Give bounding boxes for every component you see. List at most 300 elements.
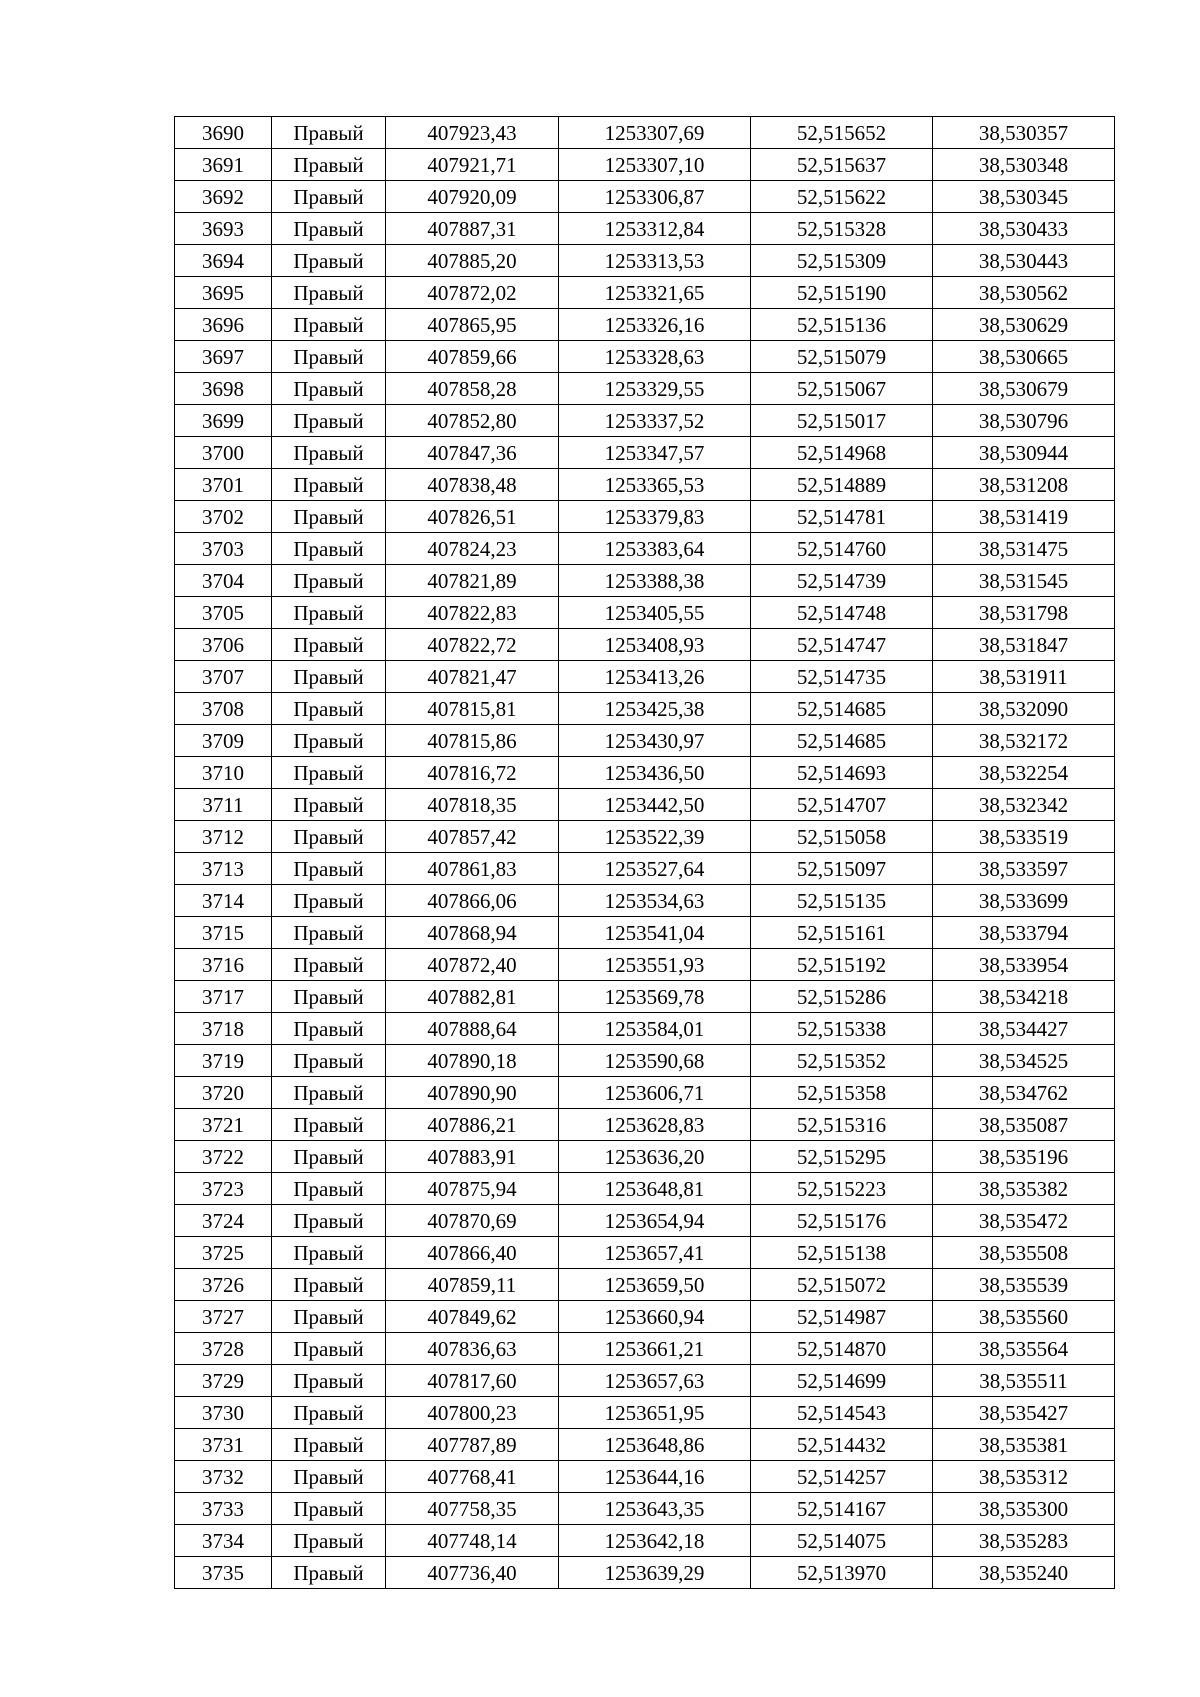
cell-coord-x: 407872,40 xyxy=(386,949,559,981)
cell-side: Правый xyxy=(272,1333,386,1365)
cell-point-number: 3714 xyxy=(175,885,272,917)
table-row xyxy=(175,917,1115,949)
table-row xyxy=(175,181,1115,213)
cell-longitude: 38,531911 xyxy=(933,661,1115,693)
table-row xyxy=(175,597,1115,629)
table-row xyxy=(175,565,1115,597)
cell-longitude: 38,535564 xyxy=(933,1333,1115,1365)
cell-latitude: 52,515338 xyxy=(751,1013,933,1045)
cell-coord-y: 1253312,84 xyxy=(559,213,751,245)
cell-point-number: 3722 xyxy=(175,1141,272,1173)
cell-latitude: 52,514735 xyxy=(751,661,933,693)
cell-coord-x: 407865,95 xyxy=(386,309,559,341)
cell-longitude: 38,535381 xyxy=(933,1429,1115,1461)
cell-longitude: 38,530796 xyxy=(933,405,1115,437)
cell-coord-y: 1253657,41 xyxy=(559,1237,751,1269)
cell-coord-x: 407836,63 xyxy=(386,1333,559,1365)
cell-longitude: 38,533794 xyxy=(933,917,1115,949)
table-row xyxy=(175,373,1115,405)
table-row xyxy=(175,533,1115,565)
cell-latitude: 52,515358 xyxy=(751,1077,933,1109)
cell-coord-y: 1253328,63 xyxy=(559,341,751,373)
cell-coord-x: 407858,28 xyxy=(386,373,559,405)
cell-longitude: 38,531847 xyxy=(933,629,1115,661)
cell-latitude: 52,515190 xyxy=(751,277,933,309)
cell-side: Правый xyxy=(272,917,386,949)
cell-latitude: 52,515161 xyxy=(751,917,933,949)
cell-latitude: 52,515316 xyxy=(751,1109,933,1141)
cell-latitude: 52,514870 xyxy=(751,1333,933,1365)
cell-longitude: 38,535539 xyxy=(933,1269,1115,1301)
cell-longitude: 38,534762 xyxy=(933,1077,1115,1109)
cell-coord-x: 407923,43 xyxy=(386,117,559,149)
cell-side: Правый xyxy=(272,1109,386,1141)
cell-longitude: 38,533699 xyxy=(933,885,1115,917)
cell-point-number: 3725 xyxy=(175,1237,272,1269)
cell-coord-y: 1253527,64 xyxy=(559,853,751,885)
cell-longitude: 38,531545 xyxy=(933,565,1115,597)
cell-side: Правый xyxy=(272,949,386,981)
cell-longitude: 38,534218 xyxy=(933,981,1115,1013)
cell-point-number: 3728 xyxy=(175,1333,272,1365)
cell-latitude: 52,514889 xyxy=(751,469,933,501)
cell-coord-x: 407847,36 xyxy=(386,437,559,469)
cell-point-number: 3723 xyxy=(175,1173,272,1205)
cell-side: Правый xyxy=(272,1557,386,1589)
cell-coord-x: 407861,83 xyxy=(386,853,559,885)
cell-latitude: 52,515309 xyxy=(751,245,933,277)
cell-longitude: 38,530348 xyxy=(933,149,1115,181)
cell-side: Правый xyxy=(272,789,386,821)
cell-longitude: 38,532342 xyxy=(933,789,1115,821)
cell-latitude: 52,514987 xyxy=(751,1301,933,1333)
cell-point-number: 3715 xyxy=(175,917,272,949)
cell-longitude: 38,530357 xyxy=(933,117,1115,149)
cell-point-number: 3713 xyxy=(175,853,272,885)
cell-latitude: 52,514543 xyxy=(751,1397,933,1429)
cell-side: Правый xyxy=(272,661,386,693)
cell-coord-x: 407921,71 xyxy=(386,149,559,181)
cell-longitude: 38,535472 xyxy=(933,1205,1115,1237)
cell-point-number: 3712 xyxy=(175,821,272,853)
cell-point-number: 3693 xyxy=(175,213,272,245)
cell-side: Правый xyxy=(272,405,386,437)
cell-point-number: 3716 xyxy=(175,949,272,981)
cell-side: Правый xyxy=(272,437,386,469)
cell-latitude: 52,515637 xyxy=(751,149,933,181)
cell-coord-y: 1253522,39 xyxy=(559,821,751,853)
table-row xyxy=(175,1237,1115,1269)
cell-point-number: 3731 xyxy=(175,1429,272,1461)
cell-coord-y: 1253337,52 xyxy=(559,405,751,437)
cell-coord-x: 407868,94 xyxy=(386,917,559,949)
table-row xyxy=(175,437,1115,469)
cell-coord-x: 407920,09 xyxy=(386,181,559,213)
cell-point-number: 3730 xyxy=(175,1397,272,1429)
cell-latitude: 52,514707 xyxy=(751,789,933,821)
cell-coord-x: 407886,21 xyxy=(386,1109,559,1141)
cell-latitude: 52,515286 xyxy=(751,981,933,1013)
cell-latitude: 52,515622 xyxy=(751,181,933,213)
table-row xyxy=(175,149,1115,181)
cell-point-number: 3697 xyxy=(175,341,272,373)
cell-coord-x: 407866,40 xyxy=(386,1237,559,1269)
cell-latitude: 52,515176 xyxy=(751,1205,933,1237)
table-row xyxy=(175,469,1115,501)
table-row xyxy=(175,1333,1115,1365)
cell-longitude: 38,535511 xyxy=(933,1365,1115,1397)
cell-point-number: 3733 xyxy=(175,1493,272,1525)
cell-coord-y: 1253347,57 xyxy=(559,437,751,469)
cell-latitude: 52,515017 xyxy=(751,405,933,437)
cell-side: Правый xyxy=(272,245,386,277)
cell-coord-y: 1253661,21 xyxy=(559,1333,751,1365)
cell-coord-x: 407817,60 xyxy=(386,1365,559,1397)
cell-side: Правый xyxy=(272,885,386,917)
table-row xyxy=(175,405,1115,437)
cell-point-number: 3734 xyxy=(175,1525,272,1557)
cell-coord-y: 1253436,50 xyxy=(559,757,751,789)
cell-coord-y: 1253628,83 xyxy=(559,1109,751,1141)
cell-coord-y: 1253643,35 xyxy=(559,1493,751,1525)
cell-coord-y: 1253306,87 xyxy=(559,181,751,213)
cell-point-number: 3695 xyxy=(175,277,272,309)
cell-coord-x: 407736,40 xyxy=(386,1557,559,1589)
cell-coord-y: 1253644,16 xyxy=(559,1461,751,1493)
cell-coord-y: 1253307,10 xyxy=(559,149,751,181)
cell-longitude: 38,530433 xyxy=(933,213,1115,245)
cell-longitude: 38,535382 xyxy=(933,1173,1115,1205)
cell-coord-x: 407859,66 xyxy=(386,341,559,373)
cell-latitude: 52,514968 xyxy=(751,437,933,469)
table-row xyxy=(175,1365,1115,1397)
cell-point-number: 3726 xyxy=(175,1269,272,1301)
cell-side: Правый xyxy=(272,1269,386,1301)
cell-latitude: 52,515223 xyxy=(751,1173,933,1205)
cell-coord-x: 407890,90 xyxy=(386,1077,559,1109)
cell-latitude: 52,514432 xyxy=(751,1429,933,1461)
cell-point-number: 3700 xyxy=(175,437,272,469)
cell-side: Правый xyxy=(272,149,386,181)
coordinates-table-body xyxy=(175,117,1115,1589)
cell-coord-x: 407883,91 xyxy=(386,1141,559,1173)
cell-side: Правый xyxy=(272,1365,386,1397)
cell-coord-x: 407872,02 xyxy=(386,277,559,309)
cell-longitude: 38,530944 xyxy=(933,437,1115,469)
cell-coord-y: 1253326,16 xyxy=(559,309,751,341)
cell-side: Правый xyxy=(272,1301,386,1333)
table-row xyxy=(175,1045,1115,1077)
cell-coord-x: 407818,35 xyxy=(386,789,559,821)
cell-latitude: 52,515097 xyxy=(751,853,933,885)
cell-side: Правый xyxy=(272,341,386,373)
cell-latitude: 52,514693 xyxy=(751,757,933,789)
table-row xyxy=(175,341,1115,373)
cell-longitude: 38,535196 xyxy=(933,1141,1115,1173)
cell-coord-y: 1253383,64 xyxy=(559,533,751,565)
table-row xyxy=(175,245,1115,277)
cell-point-number: 3707 xyxy=(175,661,272,693)
cell-coord-y: 1253569,78 xyxy=(559,981,751,1013)
coordinates-table xyxy=(174,116,1115,1589)
cell-side: Правый xyxy=(272,1045,386,1077)
cell-coord-y: 1253405,55 xyxy=(559,597,751,629)
cell-latitude: 52,515136 xyxy=(751,309,933,341)
table-row xyxy=(175,1493,1115,1525)
table-row xyxy=(175,1205,1115,1237)
cell-latitude: 52,515072 xyxy=(751,1269,933,1301)
cell-coord-y: 1253651,95 xyxy=(559,1397,751,1429)
cell-coord-x: 407866,06 xyxy=(386,885,559,917)
cell-side: Правый xyxy=(272,1077,386,1109)
table-row xyxy=(175,1109,1115,1141)
cell-latitude: 52,515295 xyxy=(751,1141,933,1173)
cell-point-number: 3701 xyxy=(175,469,272,501)
cell-side: Правый xyxy=(272,821,386,853)
cell-coord-x: 407821,47 xyxy=(386,661,559,693)
cell-coord-y: 1253648,81 xyxy=(559,1173,751,1205)
cell-longitude: 38,530665 xyxy=(933,341,1115,373)
cell-coord-y: 1253307,69 xyxy=(559,117,751,149)
cell-coord-x: 407875,94 xyxy=(386,1173,559,1205)
cell-point-number: 3699 xyxy=(175,405,272,437)
cell-longitude: 38,530562 xyxy=(933,277,1115,309)
cell-latitude: 52,515135 xyxy=(751,885,933,917)
cell-coord-x: 407870,69 xyxy=(386,1205,559,1237)
table-row xyxy=(175,949,1115,981)
cell-coord-y: 1253659,50 xyxy=(559,1269,751,1301)
cell-longitude: 38,533519 xyxy=(933,821,1115,853)
cell-coord-y: 1253388,38 xyxy=(559,565,751,597)
cell-longitude: 38,531475 xyxy=(933,533,1115,565)
cell-longitude: 38,533597 xyxy=(933,853,1115,885)
cell-side: Правый xyxy=(272,181,386,213)
cell-side: Правый xyxy=(272,213,386,245)
table-row xyxy=(175,629,1115,661)
cell-side: Правый xyxy=(272,853,386,885)
cell-coord-x: 407748,14 xyxy=(386,1525,559,1557)
cell-side: Правый xyxy=(272,629,386,661)
cell-longitude: 38,531208 xyxy=(933,469,1115,501)
table-row xyxy=(175,1301,1115,1333)
cell-coord-x: 407849,62 xyxy=(386,1301,559,1333)
cell-coord-y: 1253365,53 xyxy=(559,469,751,501)
cell-latitude: 52,514760 xyxy=(751,533,933,565)
cell-point-number: 3735 xyxy=(175,1557,272,1589)
cell-latitude: 52,515352 xyxy=(751,1045,933,1077)
cell-point-number: 3698 xyxy=(175,373,272,405)
cell-point-number: 3704 xyxy=(175,565,272,597)
table-row xyxy=(175,725,1115,757)
cell-side: Правый xyxy=(272,1141,386,1173)
cell-point-number: 3696 xyxy=(175,309,272,341)
table-row xyxy=(175,1269,1115,1301)
table-row xyxy=(175,309,1115,341)
cell-point-number: 3710 xyxy=(175,757,272,789)
cell-latitude: 52,514747 xyxy=(751,629,933,661)
table-row xyxy=(175,1141,1115,1173)
cell-point-number: 3720 xyxy=(175,1077,272,1109)
cell-side: Правый xyxy=(272,1237,386,1269)
cell-coord-y: 1253648,86 xyxy=(559,1429,751,1461)
cell-coord-y: 1253313,53 xyxy=(559,245,751,277)
cell-coord-x: 407857,42 xyxy=(386,821,559,853)
cell-side: Правый xyxy=(272,309,386,341)
cell-point-number: 3705 xyxy=(175,597,272,629)
cell-coord-y: 1253657,63 xyxy=(559,1365,751,1397)
cell-latitude: 52,515138 xyxy=(751,1237,933,1269)
cell-side: Правый xyxy=(272,597,386,629)
cell-coord-y: 1253442,50 xyxy=(559,789,751,821)
cell-point-number: 3717 xyxy=(175,981,272,1013)
cell-longitude: 38,530443 xyxy=(933,245,1115,277)
cell-longitude: 38,533954 xyxy=(933,949,1115,981)
cell-coord-x: 407822,72 xyxy=(386,629,559,661)
cell-longitude: 38,530629 xyxy=(933,309,1115,341)
table-row xyxy=(175,1077,1115,1109)
cell-point-number: 3721 xyxy=(175,1109,272,1141)
cell-side: Правый xyxy=(272,565,386,597)
cell-coord-x: 407787,89 xyxy=(386,1429,559,1461)
cell-coord-y: 1253408,93 xyxy=(559,629,751,661)
cell-coord-y: 1253329,55 xyxy=(559,373,751,405)
cell-side: Правый xyxy=(272,373,386,405)
cell-longitude: 38,530345 xyxy=(933,181,1115,213)
cell-coord-x: 407852,80 xyxy=(386,405,559,437)
cell-latitude: 52,515067 xyxy=(751,373,933,405)
cell-point-number: 3729 xyxy=(175,1365,272,1397)
cell-longitude: 38,535312 xyxy=(933,1461,1115,1493)
cell-coord-y: 1253379,83 xyxy=(559,501,751,533)
cell-side: Правый xyxy=(272,1013,386,1045)
cell-side: Правый xyxy=(272,1525,386,1557)
cell-side: Правый xyxy=(272,1429,386,1461)
cell-latitude: 52,515079 xyxy=(751,341,933,373)
cell-point-number: 3724 xyxy=(175,1205,272,1237)
cell-longitude: 38,532172 xyxy=(933,725,1115,757)
cell-longitude: 38,535240 xyxy=(933,1557,1115,1589)
cell-coord-y: 1253321,65 xyxy=(559,277,751,309)
cell-point-number: 3709 xyxy=(175,725,272,757)
table-row xyxy=(175,693,1115,725)
cell-latitude: 52,514167 xyxy=(751,1493,933,1525)
cell-side: Правый xyxy=(272,469,386,501)
table-row xyxy=(175,213,1115,245)
cell-latitude: 52,513970 xyxy=(751,1557,933,1589)
cell-longitude: 38,535283 xyxy=(933,1525,1115,1557)
cell-longitude: 38,532090 xyxy=(933,693,1115,725)
cell-latitude: 52,514257 xyxy=(751,1461,933,1493)
cell-coord-x: 407800,23 xyxy=(386,1397,559,1429)
cell-side: Правый xyxy=(272,1493,386,1525)
cell-longitude: 38,532254 xyxy=(933,757,1115,789)
cell-coord-y: 1253541,04 xyxy=(559,917,751,949)
cell-side: Правый xyxy=(272,1461,386,1493)
table-row xyxy=(175,789,1115,821)
cell-coord-x: 407815,86 xyxy=(386,725,559,757)
cell-point-number: 3719 xyxy=(175,1045,272,1077)
cell-coord-y: 1253660,94 xyxy=(559,1301,751,1333)
cell-coord-x: 407838,48 xyxy=(386,469,559,501)
cell-coord-y: 1253413,26 xyxy=(559,661,751,693)
cell-latitude: 52,514075 xyxy=(751,1525,933,1557)
cell-point-number: 3718 xyxy=(175,1013,272,1045)
cell-latitude: 52,515192 xyxy=(751,949,933,981)
cell-coord-y: 1253654,94 xyxy=(559,1205,751,1237)
cell-coord-x: 407822,83 xyxy=(386,597,559,629)
table-row xyxy=(175,277,1115,309)
cell-coord-x: 407826,51 xyxy=(386,501,559,533)
cell-coord-x: 407882,81 xyxy=(386,981,559,1013)
table-row xyxy=(175,1557,1115,1589)
cell-latitude: 52,514699 xyxy=(751,1365,933,1397)
cell-longitude: 38,535427 xyxy=(933,1397,1115,1429)
cell-coord-y: 1253590,68 xyxy=(559,1045,751,1077)
cell-side: Правый xyxy=(272,501,386,533)
cell-coord-y: 1253636,20 xyxy=(559,1141,751,1173)
cell-latitude: 52,515058 xyxy=(751,821,933,853)
cell-latitude: 52,514685 xyxy=(751,693,933,725)
cell-coord-x: 407821,89 xyxy=(386,565,559,597)
cell-longitude: 38,535300 xyxy=(933,1493,1115,1525)
cell-side: Правый xyxy=(272,1173,386,1205)
cell-latitude: 52,514748 xyxy=(751,597,933,629)
cell-coord-x: 407885,20 xyxy=(386,245,559,277)
cell-point-number: 3727 xyxy=(175,1301,272,1333)
table-row xyxy=(175,1397,1115,1429)
cell-point-number: 3692 xyxy=(175,181,272,213)
cell-latitude: 52,515328 xyxy=(751,213,933,245)
table-row xyxy=(175,757,1115,789)
cell-longitude: 38,535087 xyxy=(933,1109,1115,1141)
cell-longitude: 38,531798 xyxy=(933,597,1115,629)
cell-side: Правый xyxy=(272,1205,386,1237)
cell-point-number: 3694 xyxy=(175,245,272,277)
cell-coord-x: 407768,41 xyxy=(386,1461,559,1493)
table-row xyxy=(175,117,1115,149)
cell-longitude: 38,534427 xyxy=(933,1013,1115,1045)
cell-side: Правый xyxy=(272,277,386,309)
table-row xyxy=(175,1429,1115,1461)
cell-point-number: 3702 xyxy=(175,501,272,533)
cell-latitude: 52,514685 xyxy=(751,725,933,757)
table-row xyxy=(175,981,1115,1013)
table-row xyxy=(175,1173,1115,1205)
cell-coord-x: 407888,64 xyxy=(386,1013,559,1045)
cell-side: Правый xyxy=(272,533,386,565)
cell-side: Правый xyxy=(272,117,386,149)
cell-coord-y: 1253534,63 xyxy=(559,885,751,917)
cell-point-number: 3703 xyxy=(175,533,272,565)
cell-point-number: 3691 xyxy=(175,149,272,181)
cell-side: Правый xyxy=(272,1397,386,1429)
cell-longitude: 38,535508 xyxy=(933,1237,1115,1269)
cell-latitude: 52,514739 xyxy=(751,565,933,597)
cell-longitude: 38,534525 xyxy=(933,1045,1115,1077)
cell-coord-x: 407824,23 xyxy=(386,533,559,565)
cell-coord-x: 407890,18 xyxy=(386,1045,559,1077)
table-row xyxy=(175,1461,1115,1493)
cell-coord-y: 1253606,71 xyxy=(559,1077,751,1109)
cell-latitude: 52,515652 xyxy=(751,117,933,149)
cell-coord-y: 1253551,93 xyxy=(559,949,751,981)
cell-point-number: 3732 xyxy=(175,1461,272,1493)
cell-coord-x: 407815,81 xyxy=(386,693,559,725)
cell-coord-y: 1253430,97 xyxy=(559,725,751,757)
cell-coord-y: 1253639,29 xyxy=(559,1557,751,1589)
cell-side: Правый xyxy=(272,981,386,1013)
table-row xyxy=(175,1525,1115,1557)
